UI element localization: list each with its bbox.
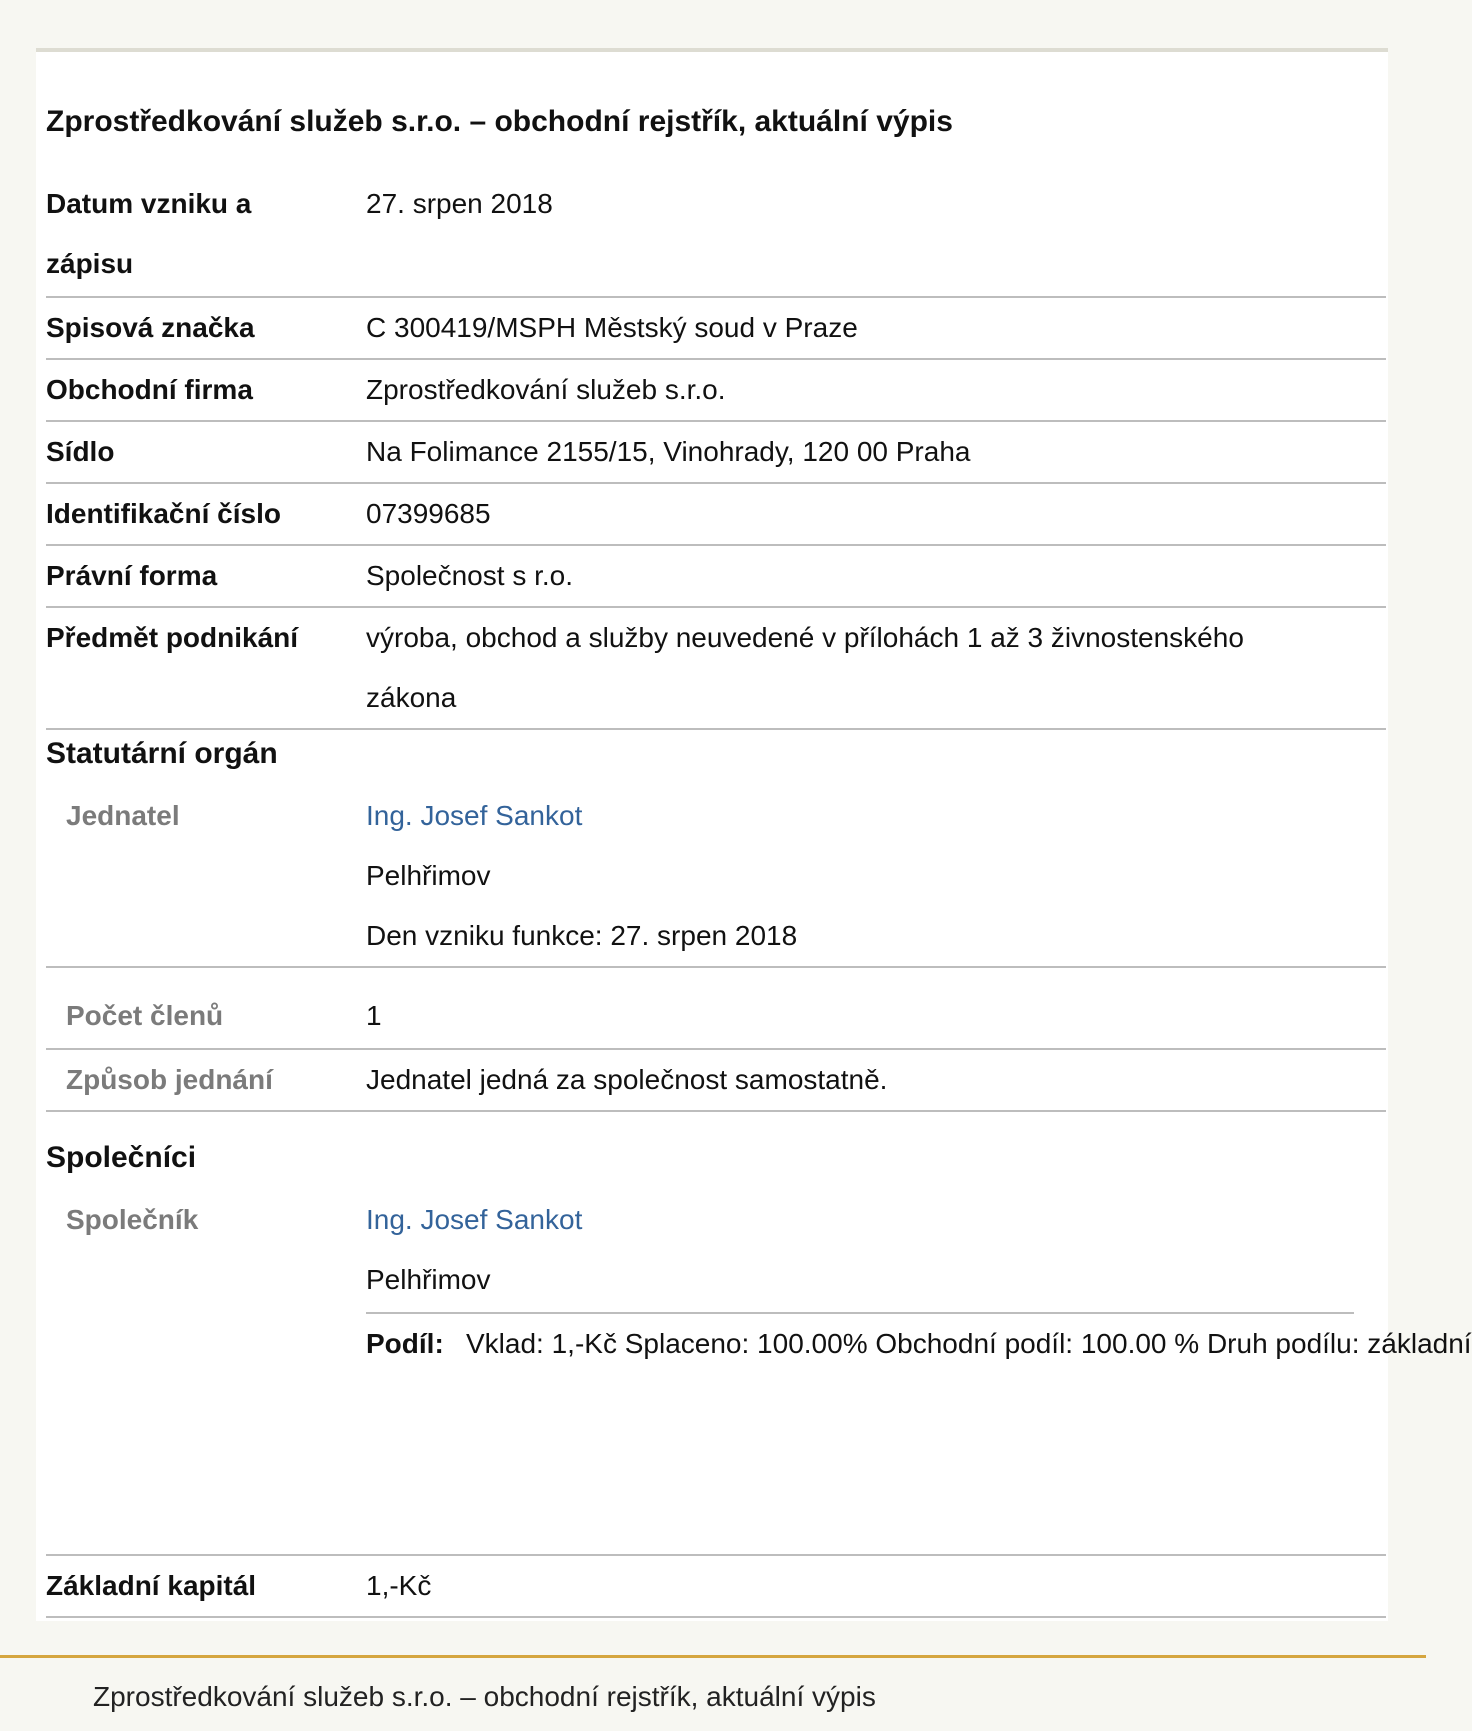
row-predmet-podnikani — [46, 608, 1386, 730]
row-value: Na Folimance 2155/15, Vinohrady, 120 00 Praha — [366, 436, 971, 467]
function-date: Den vzniku funkce: 27. srpen 2018 — [366, 920, 798, 951]
row-datum-vzniku — [46, 174, 1386, 298]
row-zpusob-jednani — [46, 1050, 1386, 1112]
share-details — [466, 1314, 1472, 1374]
row-spisova-znacka — [46, 298, 1386, 360]
row-value: Zprostředkování služeb s.r.o. — [366, 374, 726, 405]
share-splaceno: Splaceno: 100.00% — [624, 1328, 868, 1359]
row-value: Společnost s r.o. — [366, 560, 574, 591]
row-value: 07399685 — [366, 498, 491, 529]
row-identifikacni-cislo — [46, 484, 1386, 546]
row-sidlo — [46, 422, 1386, 484]
row-value: 27. srpen 2018 — [366, 188, 553, 219]
person-link[interactable]: Ing. Josef Sankot — [366, 1204, 583, 1235]
row-zakladni-kapital — [46, 1556, 1386, 1618]
person-city: Pelhřimov — [366, 860, 491, 891]
row-value: 1 — [366, 1000, 382, 1031]
person-city: Pelhřimov — [366, 1264, 491, 1295]
section-heading-statutarni-organ: Statutární orgán — [46, 737, 278, 770]
share-vklad: Vklad: 1,-Kč — [466, 1328, 617, 1359]
row-label: Obchodní firma — [46, 374, 253, 405]
row-value: Jednatel jedná za společnost samostatně. — [366, 1064, 888, 1095]
row-label: Způsob jednání — [66, 1064, 273, 1095]
share-block — [366, 1312, 1472, 1554]
row-value — [366, 1190, 1376, 1310]
person-link[interactable]: Ing. Josef Sankot — [366, 800, 583, 831]
row-value-line: zákona — [366, 682, 457, 713]
row-pravni-forma — [46, 546, 1386, 608]
row-obchodni-firma — [46, 360, 1386, 422]
row-label — [46, 174, 346, 294]
share-obchodni-podil: Obchodní podíl: 100.00 % — [875, 1328, 1200, 1359]
row-value: C 300419/MSPH Městský soud v Praze — [366, 312, 858, 343]
footer-title: Zprostředkování služeb s.r.o. – obchodní rejstřík, aktuální výpis — [93, 1681, 876, 1712]
section-heading-spolecnici: Společníci — [46, 1141, 197, 1174]
row-label: Počet členů — [66, 1000, 224, 1031]
row-label: Spisová značka — [46, 312, 255, 343]
share-druh: Druh podílu: základní — [1206, 1328, 1472, 1359]
row-label: Sídlo — [46, 436, 115, 467]
share-label: Podíl: — [366, 1328, 444, 1359]
row-label: Společník — [66, 1204, 199, 1235]
row-label: Právní forma — [46, 560, 218, 591]
row-label: Identifikační číslo — [46, 498, 281, 529]
page-footer — [0, 1655, 1426, 1731]
row-value — [366, 786, 1376, 966]
row-label: Jednatel — [66, 800, 180, 831]
row-label: Základní kapitál — [46, 1570, 257, 1601]
row-pocet-clenu — [46, 986, 1386, 1050]
row-label: Předmět podnikání — [46, 622, 299, 653]
row-value: 1,-Kč — [366, 1570, 432, 1601]
row-label-line: zápisu — [46, 248, 134, 279]
row-jednatel — [46, 786, 1386, 968]
row-label-line: Datum vzniku a — [46, 188, 252, 219]
page-title: Zprostředkování služeb s.r.o. – obchodní rejstřík, aktuální výpis — [46, 105, 953, 138]
row-value-line: výroba, obchod a služby neuvedené v přílohách 1 až 3 živnostenského — [366, 622, 1244, 653]
row-spolecnik — [46, 1190, 1472, 1556]
row-value — [366, 608, 1376, 728]
register-card — [36, 48, 1472, 1621]
